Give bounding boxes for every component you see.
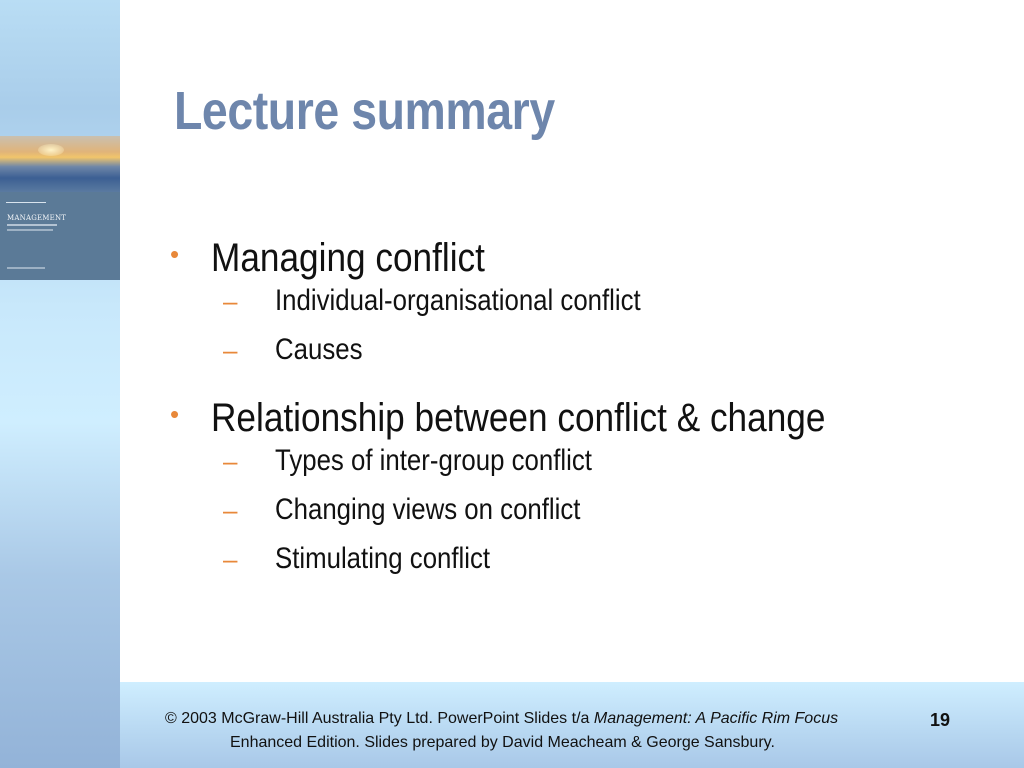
cover-subtitle-line [7, 224, 57, 226]
sidebar-gradient [0, 0, 120, 768]
bullet-item [160, 392, 1000, 444]
sub-bullet-item [160, 493, 1000, 542]
page-number: 19 [930, 710, 951, 730]
footer-bar [120, 682, 1024, 768]
sub-bullet-text: Stimulating conflict [275, 542, 491, 575]
cover-subtitle-line [7, 229, 53, 231]
sub-bullet-text: Changing views on conflict [275, 493, 581, 526]
sub-bullet-item [160, 542, 1000, 591]
book-title-italic: Management: A Pacific Rim Focus [593, 710, 839, 727]
sub-bullet-item [160, 284, 1000, 333]
copyright-line [165, 710, 838, 728]
sub-bullet-item [160, 333, 1000, 382]
sub-bullet-item [160, 444, 1000, 493]
slide-title: Lecture summary [174, 81, 555, 141]
dash-icon: – [223, 335, 238, 365]
bullet-list [160, 232, 1000, 591]
bullet-item [160, 232, 1000, 284]
book-cover-image [0, 136, 120, 280]
cover-publisher-line [7, 267, 45, 269]
credits-line: Enhanced Edition. Slides prepared by David Meacheam & George Sansbury. [230, 734, 775, 751]
sub-bullet-text: Causes [275, 333, 363, 366]
dash-icon: – [223, 446, 238, 476]
cover-sunset-photo [0, 136, 120, 192]
bullet-text: Managing conflict [211, 236, 485, 280]
sub-bullet-text: Types of inter-group conflict [275, 444, 592, 477]
bullet-dot-icon: • [170, 239, 180, 269]
cover-divider [6, 202, 46, 203]
bullet-text: Relationship between conflict & change [211, 396, 826, 440]
bullet-dot-icon: • [170, 399, 180, 429]
dash-icon: – [223, 495, 238, 525]
cover-sun [38, 144, 64, 156]
cover-title: MANAGEMENT [7, 214, 67, 222]
copyright-text: © 2003 McGraw-Hill Australia Pty Ltd. PowerPoint Slides t/a [165, 710, 594, 727]
dash-icon: – [223, 544, 238, 574]
sub-bullet-text: Individual-organisational conflict [275, 284, 641, 317]
dash-icon: – [223, 286, 238, 316]
